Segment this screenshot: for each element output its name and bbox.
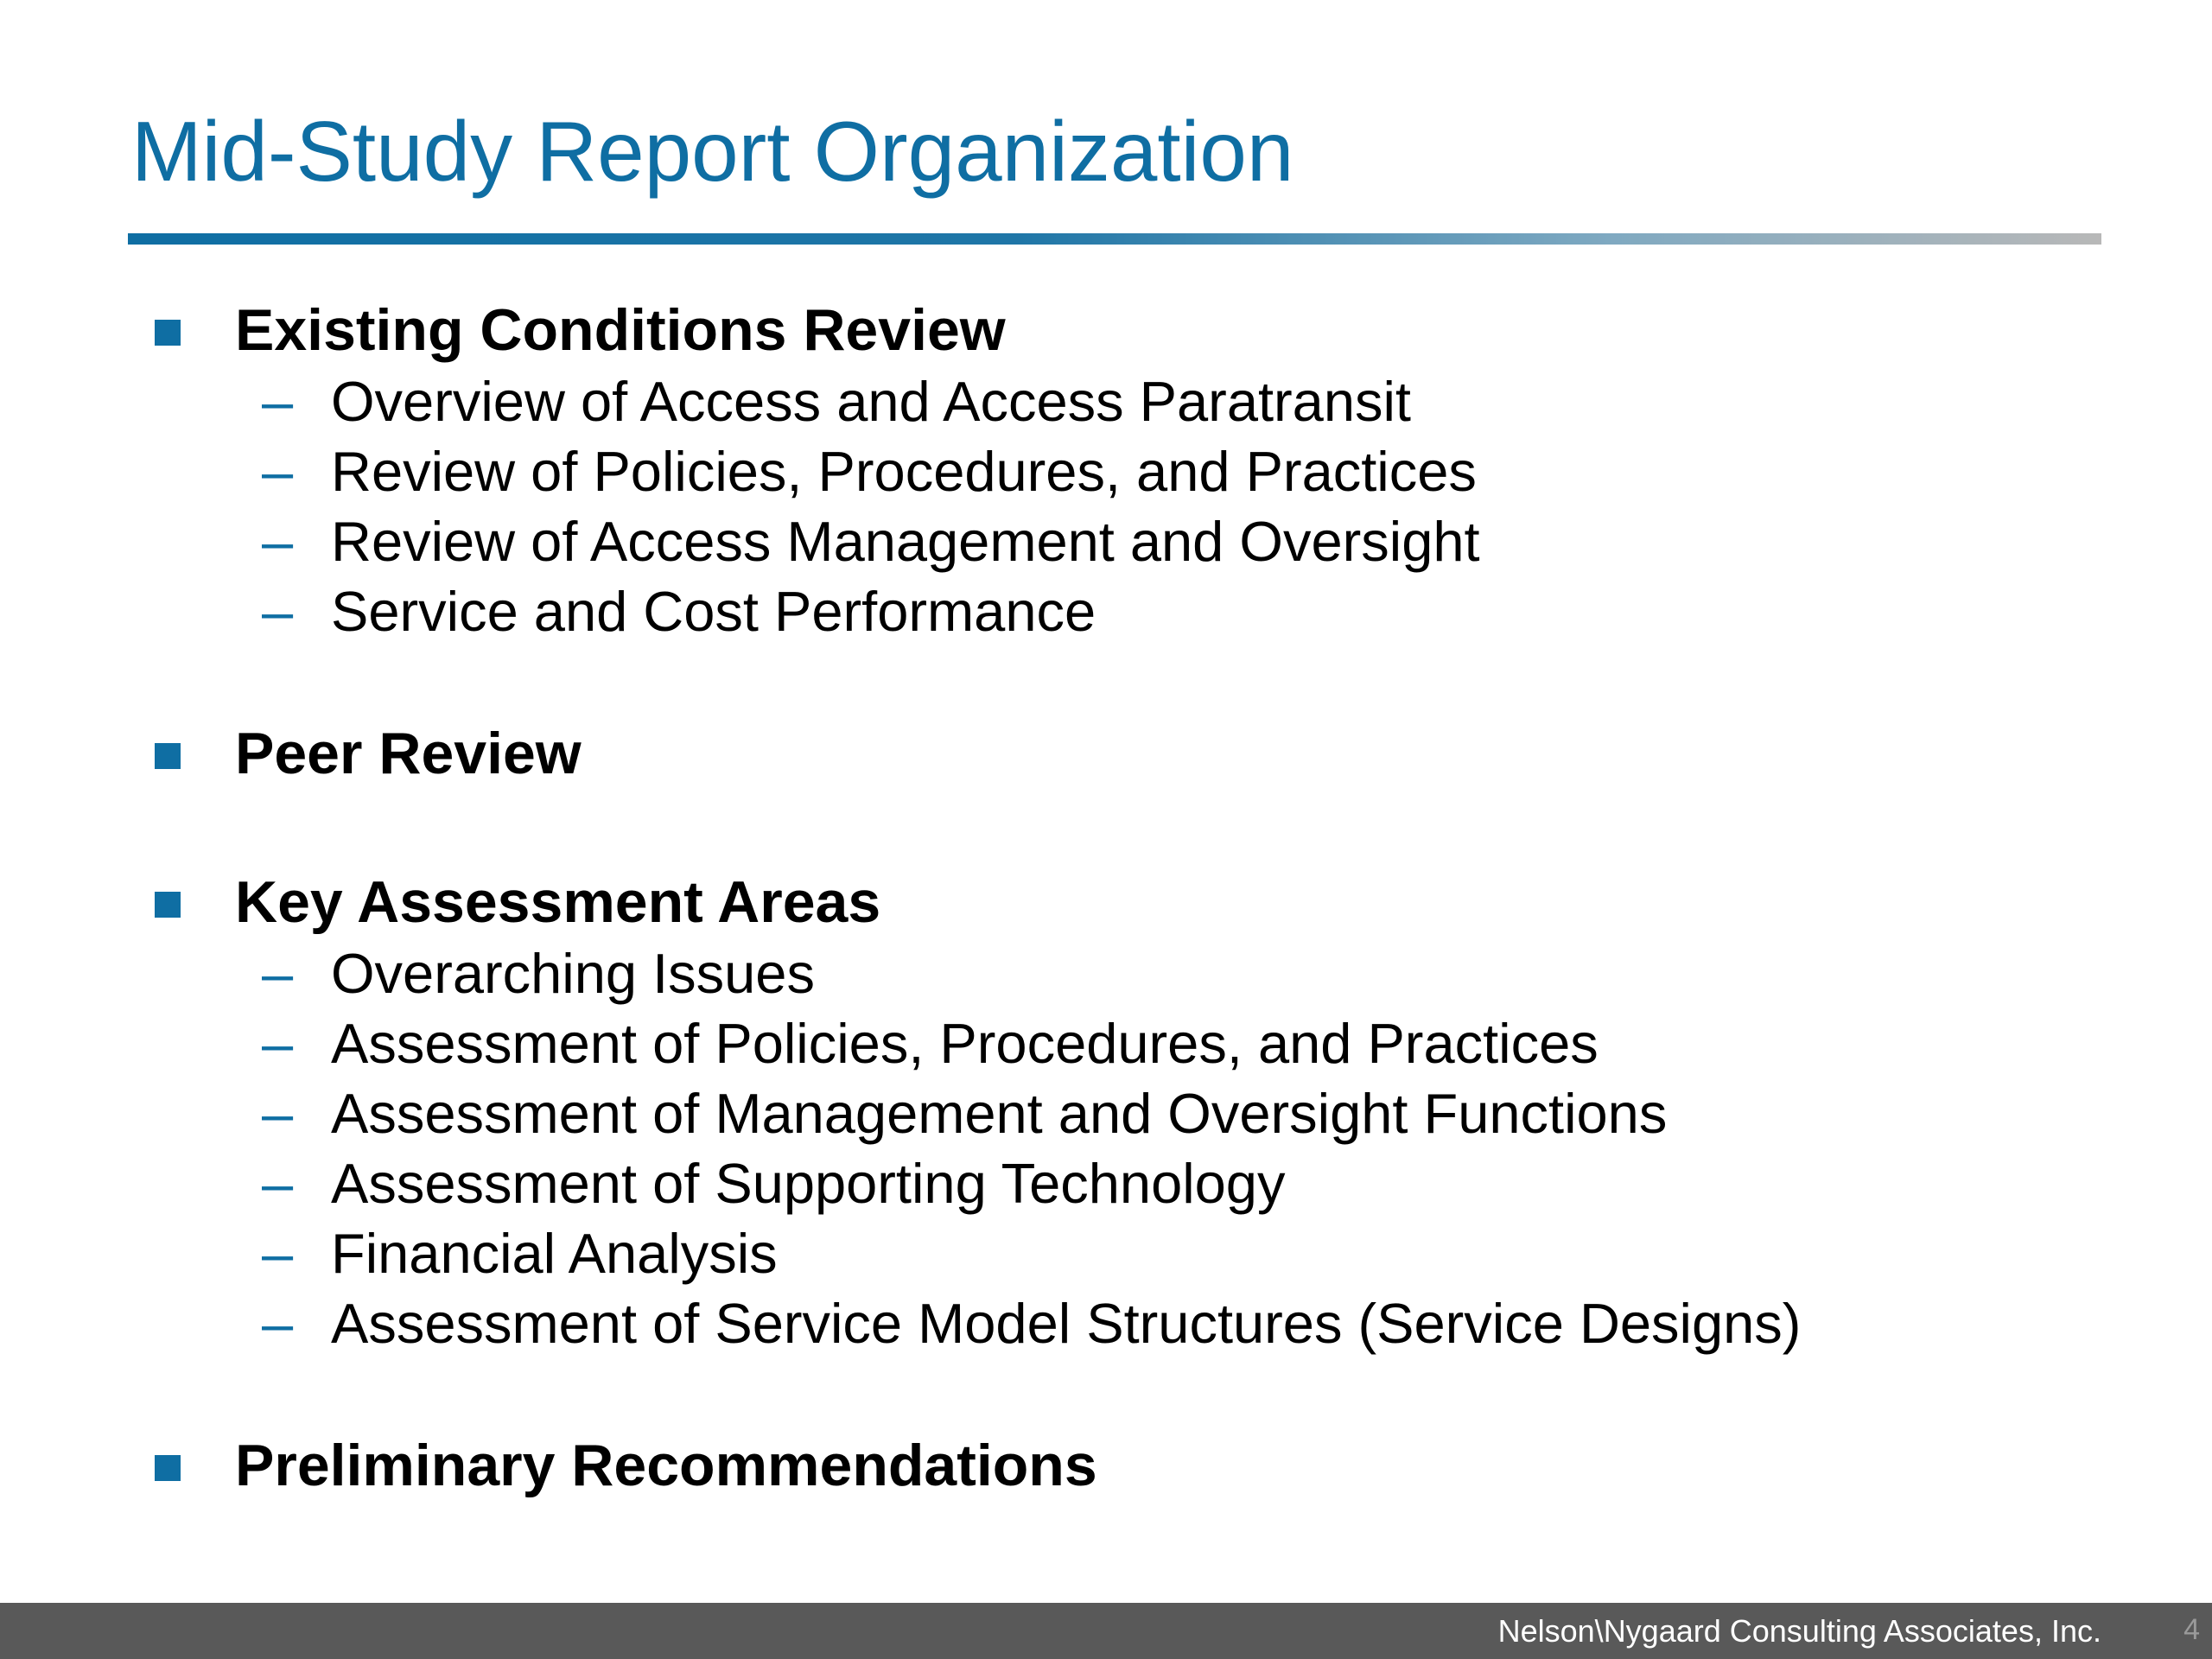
section-heading-peer-review [235,721,582,786]
list-item-label: Review of Policies, Procedures, and Practices [331,440,1477,503]
dash-bullet-icon: – [262,1082,294,1145]
section-heading-label: Key Assessment Areas [235,869,881,935]
dash-bullet-icon: – [262,580,294,643]
footer-company-name: Nelson\Nygaard Consulting Associates, Inc. [1497,1613,2101,1649]
section-heading-label: Peer Review [235,721,582,786]
list-item [262,440,1477,503]
list-item [262,580,1096,643]
section-heading-preliminary-recommendations [235,1433,1097,1498]
list-item [262,1082,1668,1145]
list-item [262,370,1411,433]
dash-bullet-icon: – [262,370,294,433]
dash-bullet-icon: – [262,1152,294,1215]
section-heading-existing-conditions [235,297,1006,363]
square-bullet-icon [155,892,181,918]
list-item-label: Review of Access Management and Oversight [331,510,1480,573]
dash-bullet-icon: – [262,440,294,503]
square-bullet-icon [155,743,181,769]
dash-bullet-icon: – [262,1292,294,1355]
list-item-label: Overview of Access and Access Paratransit [331,370,1411,433]
list-item [262,1222,778,1285]
list-item-label: Assessment of Management and Oversight Functions [331,1082,1668,1145]
dash-bullet-icon: – [262,510,294,573]
list-item [262,1012,1599,1075]
section-heading-label: Existing Conditions Review [235,297,1006,363]
list-item-label: Assessment of Policies, Procedures, and Practices [331,1012,1599,1075]
dash-bullet-icon: – [262,1012,294,1075]
list-item [262,510,1480,573]
dash-bullet-icon: – [262,1222,294,1285]
page-number: 4 [2183,1613,2200,1646]
slide-title: Mid-Study Report Organization [131,104,1294,199]
list-item-label: Financial Analysis [331,1222,778,1285]
square-bullet-icon [155,1455,181,1481]
section-heading-key-assessment-areas [235,869,881,935]
list-item [262,1292,1802,1355]
list-item-label: Overarching Issues [331,942,815,1005]
footer-bar [0,1603,2212,1659]
list-item-label: Assessment of Supporting Technology [331,1152,1286,1215]
list-item [262,1152,1286,1215]
list-item-label: Service and Cost Performance [331,580,1096,643]
dash-bullet-icon: – [262,942,294,1005]
list-item [262,942,815,1005]
square-bullet-icon [155,320,181,346]
section-heading-label: Preliminary Recommendations [235,1433,1097,1498]
list-item-label: Assessment of Service Model Structures (Service Designs) [331,1292,1802,1355]
